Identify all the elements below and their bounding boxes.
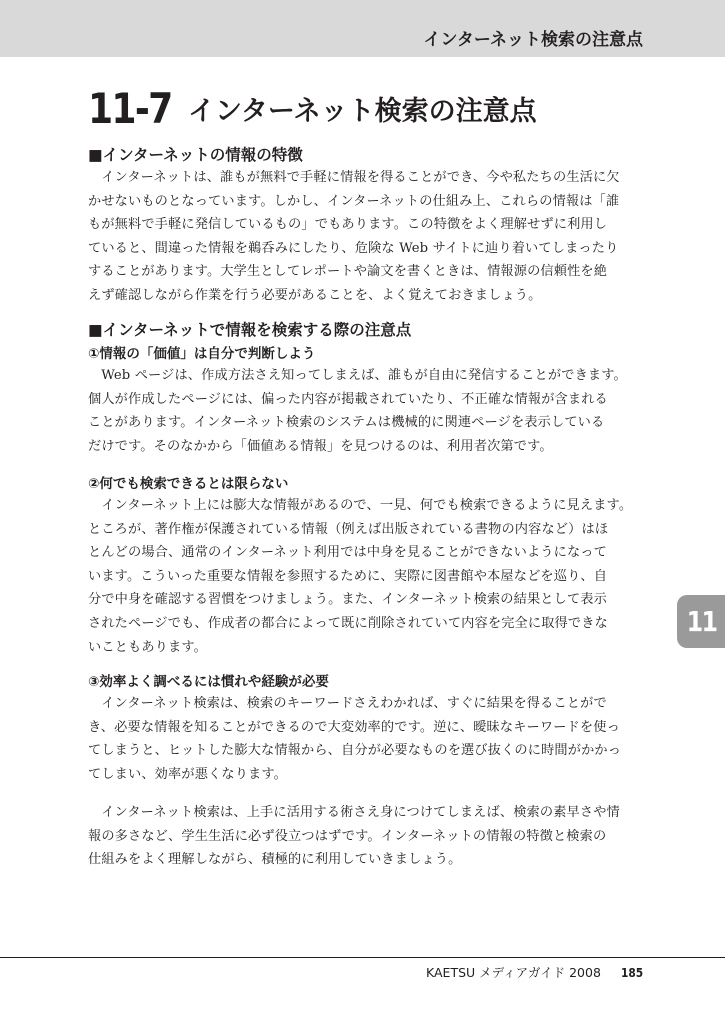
text-line: いこともあります。 — [88, 639, 207, 655]
chapter-tab-number: 11 — [686, 605, 716, 638]
paragraph-info-characteristics — [88, 166, 648, 308]
subheading-not-everything-searchable: ②何でも検索できるとは限らない — [88, 476, 289, 492]
paragraph-not-everything-searchable — [88, 494, 648, 659]
heading-info-characteristics: ■インターネットの情報の特徴 — [88, 146, 303, 164]
text-line: てしまうと、ヒットした膨大な情報から、自分が必要なものを選び抜くのに時間がかかっ — [88, 743, 622, 759]
heading-search-cautions: ■インターネットで情報を検索する際の注意点 — [88, 321, 412, 339]
text-line: かせないものとなっています。しかし、インターネットの仕組み上、これらの情報は「誰 — [88, 193, 620, 209]
page-number: 185 — [620, 965, 644, 980]
paragraph-closing — [88, 801, 648, 872]
text-line: インターネットは、誰もが無料で手軽に情報を得ることができ、今や私たちの生活に欠 — [101, 170, 620, 185]
paragraph-judge-value — [88, 364, 648, 458]
text-line: 個人が作成したページには、偏った内容が掲載されていたり、不正確な情報が含まれる — [88, 391, 608, 407]
text-line: されたページでも、作成者の都合によって既に削除されていて内容を完全に取得できな — [88, 615, 608, 631]
subheading-experience-needed: ③効率よく調べるには慣れや経験が必要 — [88, 674, 329, 690]
running-header-title: インターネット検索の注意点 — [423, 30, 643, 50]
text-line: き、必要な情報を知ることができるので大変効率的です。逆に、曖昧なキーワードを使っ — [88, 719, 620, 735]
text-line: とんどの場合、通常のインターネット利用では中身を見ることができないようになって — [88, 545, 607, 561]
paragraph-experience-needed — [88, 692, 648, 786]
section-heading — [88, 84, 537, 132]
text-line: ところが、著作権が保護されている情報（例えば出版されている書物の内容など）はほ — [88, 521, 609, 537]
text-line: 報の多さなど、学生生活に必ず役立つはずです。インターネットの情報の特徴と検索の — [88, 828, 607, 844]
text-line: もが無料で手軽に発信しているもの」でもあります。この特徴をよく理解せずに利用し — [88, 217, 608, 233]
text-line: てしまい、効率が悪くなります。 — [88, 766, 288, 782]
text-line: ていると、間違った情報を鵜呑みにしたり、危険な Web サイトに辿り着いてしまったり — [88, 240, 619, 256]
text-line: 分で中身を確認する習慣をつけましょう。また、インターネット検索の結果として表示 — [88, 592, 607, 608]
text-line: います。こういった重要な情報を参照するために、実際に図書館や本屋などを巡り、自 — [88, 568, 608, 584]
text-line: インターネット検索は、上手に活用する術さえ身につけてしまえば、検索の素早さや情 — [101, 805, 620, 820]
section-number: 11-7 — [88, 84, 172, 133]
text-line: 仕組みをよく理解しながら、積極的に利用していきましょう。 — [88, 852, 462, 868]
footer-rule — [0, 957, 725, 958]
text-line: えず確認しながら作業を行う必要があることを、よく覚えておきましょう。 — [88, 287, 542, 303]
subheading-judge-value: ①情報の「価値」は自分で判断しよう — [88, 346, 316, 362]
text-line: インターネット検索は、検索のキーワードさえわかれば、すぐに結果を得ることがで — [101, 696, 607, 711]
section-title: インターネット検索の注意点 — [188, 96, 537, 127]
text-line: することがあります。大学生としてレポートや論文を書くときは、情報源の信頼性を絶 — [88, 264, 608, 280]
text-line: インターネット上には膨大な情報があるので、一見、何でも検索できるように見えます。 — [101, 498, 633, 513]
footer-publication: KAETSU メディアガイド 2008 — [426, 965, 601, 980]
footer — [426, 964, 645, 982]
text-line: だけです。そのなかから「価値ある情報」を見つけるのは、利用者次第です。 — [88, 438, 553, 454]
text-line: ことがあります。インターネット検索のシステムは機械的に関連ページを表示している — [88, 415, 605, 431]
text-line: Web ページは、作成方法さえ知ってしまえば、誰もが自由に発信することができます。 — [101, 368, 627, 383]
chapter-tab — [677, 595, 725, 648]
